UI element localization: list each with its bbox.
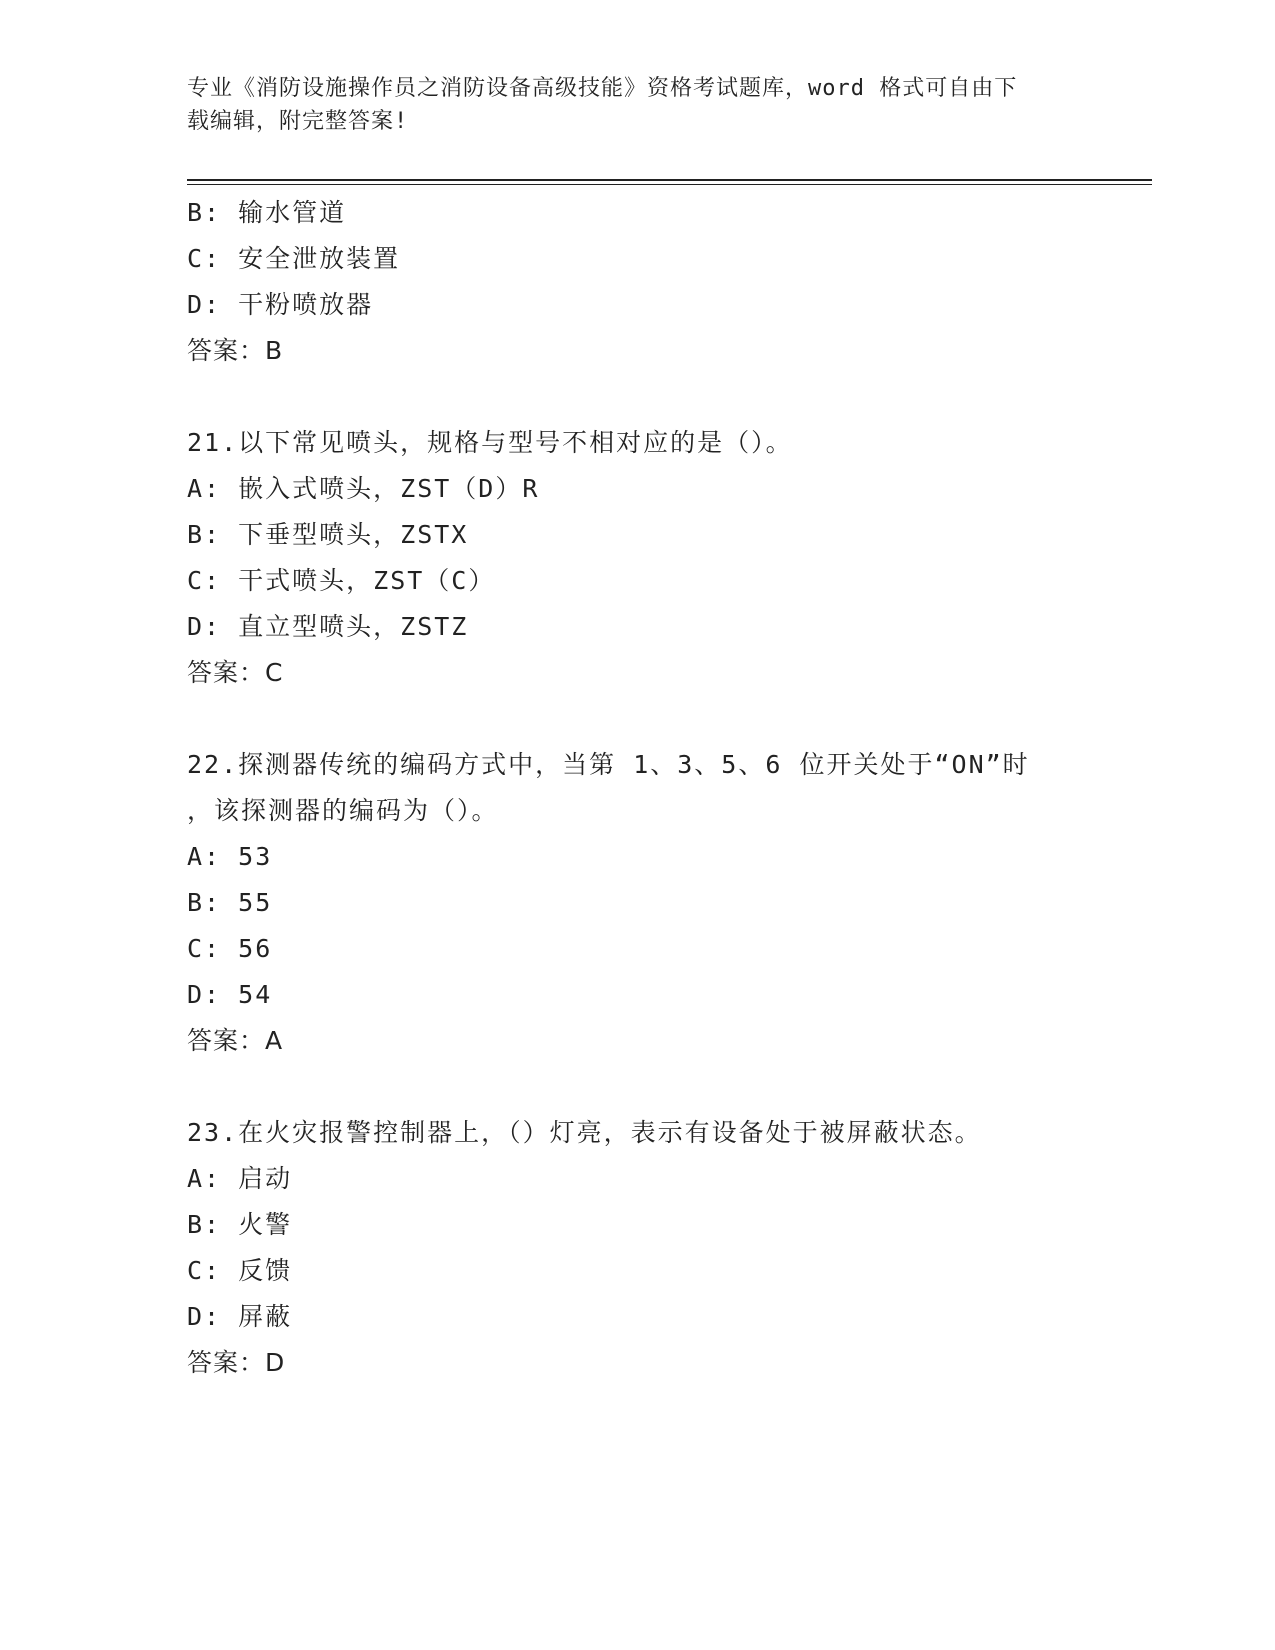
question-stem: 22.探测器传统的编码方式中，当第 1、3、5、6 位开关处于“ON”时 [187,750,1030,779]
option-b: B: 下垂型喷头，ZSTX [187,520,469,549]
question-stem: 21.以下常见喷头，规格与型号不相对应的是（）。 [187,428,793,457]
question-stem: 23.在火灾报警控制器上，（）灯亮，表示有设备处于被屏蔽状态。 [187,1118,982,1147]
option-a: A: 53 [187,842,273,871]
option-b: B: 火警 [187,1210,293,1239]
option-d: D: 屏蔽 [187,1302,293,1331]
option-b: B: 55 [187,888,273,917]
header-divider-thin [187,184,1152,185]
question-spacer [187,696,1152,742]
option-b: B: 输水管道 [187,198,347,227]
answer-line: 答案：D [187,1348,286,1377]
answer-line: 答案：B [187,336,284,365]
option-c: C: 干式喷头，ZST（C） [187,566,496,595]
question-spacer [187,374,1152,420]
question-content [187,190,1152,1386]
option-c: C: 反馈 [187,1256,293,1285]
header-line-2: 载编辑，附完整答案! [187,109,409,134]
question-spacer [187,1064,1152,1110]
option-a: A: 嵌入式喷头，ZST（D）R [187,474,540,503]
document-header [187,72,1067,138]
option-d: D: 直立型喷头，ZSTZ [187,612,469,641]
option-c: C: 安全泄放装置 [187,244,401,273]
question-21 [187,420,1152,696]
answer-line: 答案：C [187,658,284,687]
header-divider-thick [187,179,1152,181]
header-line-1: 专业《消防设施操作员之消防设备高级技能》资格考试题库，word 格式可自由下 [187,76,1018,101]
answer-line: 答案：A [187,1026,284,1055]
question-20-continued [187,190,1152,374]
question-22 [187,742,1152,1064]
question-23 [187,1110,1152,1386]
option-d: D: 干粉喷放器 [187,290,374,319]
option-d: D: 54 [187,980,273,1009]
question-stem-continued: ，该探测器的编码为（）。 [187,796,499,825]
option-a: A: 启动 [187,1164,293,1193]
option-c: C: 56 [187,934,273,963]
